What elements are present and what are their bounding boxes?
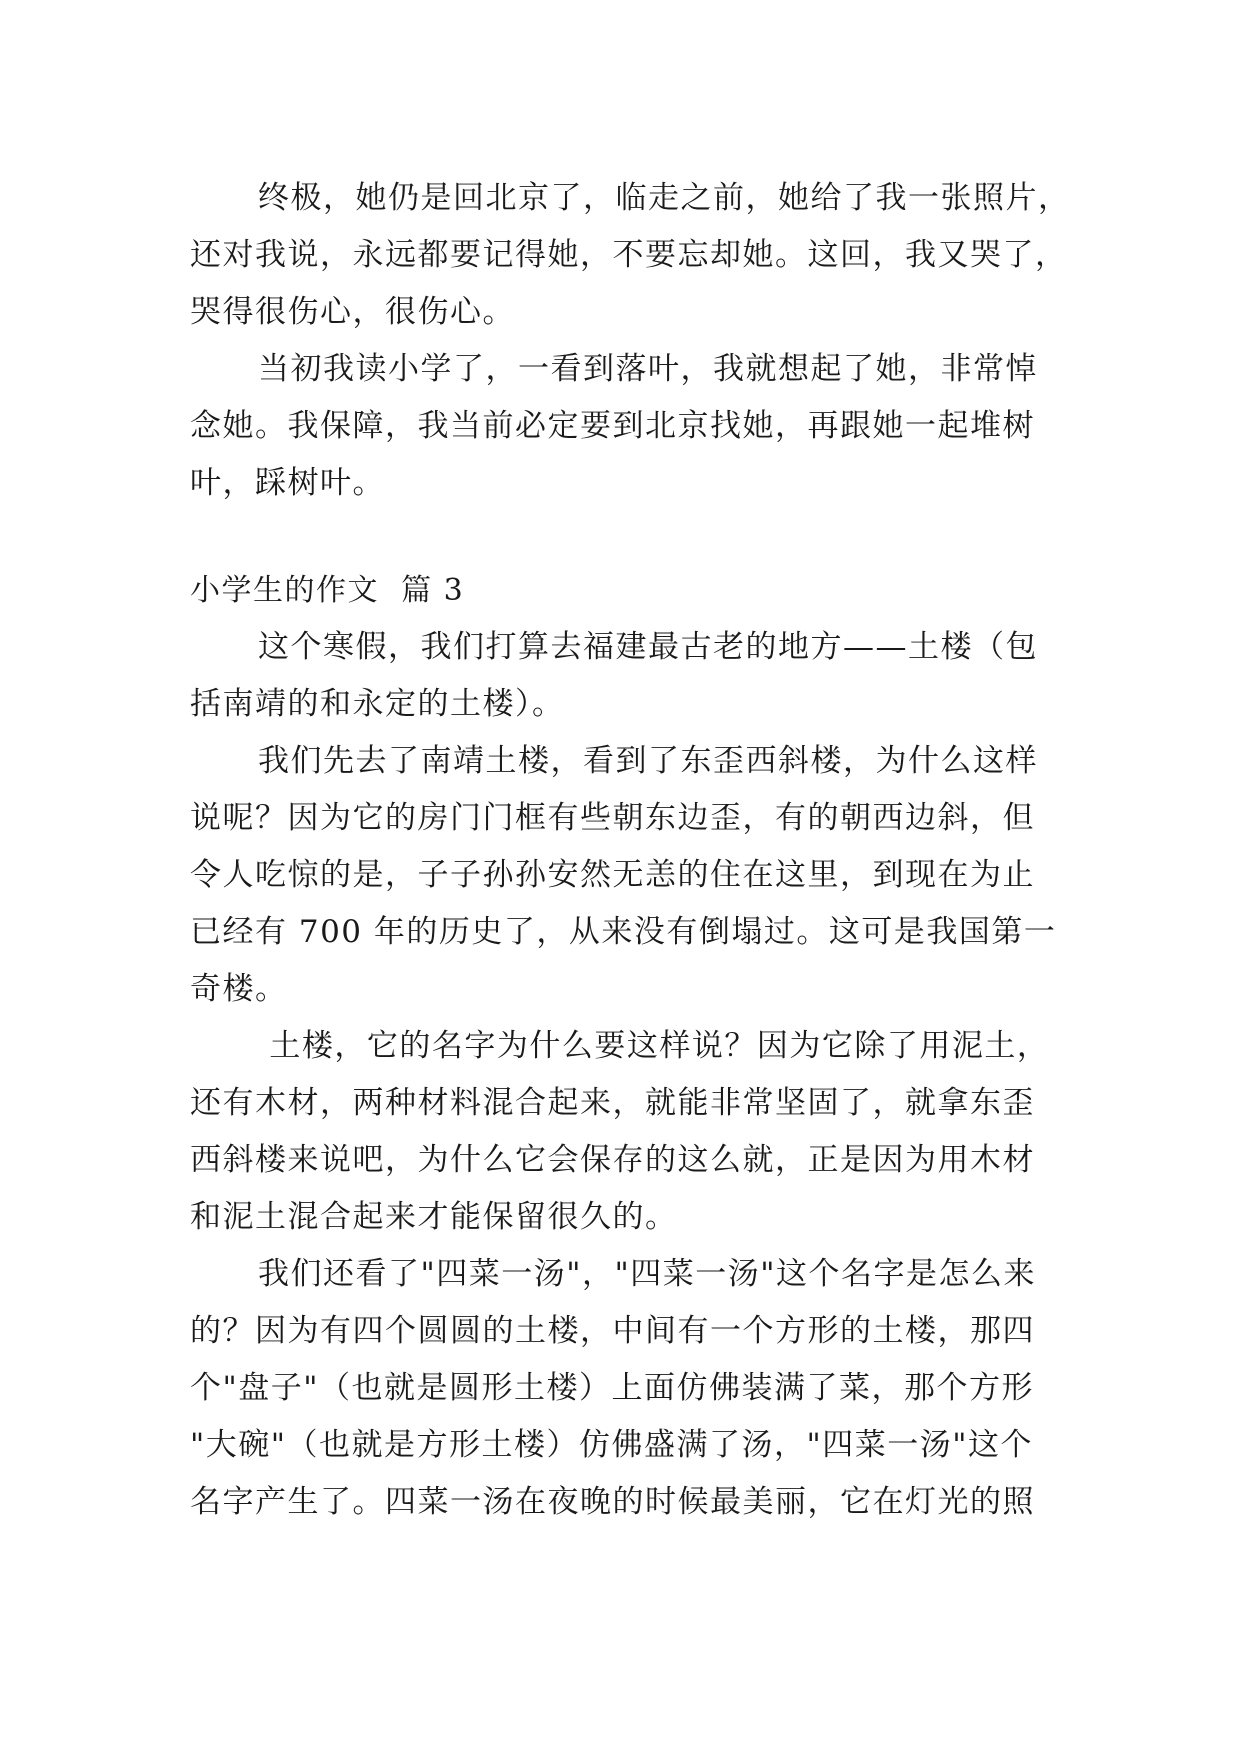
text-line: 奇楼。 (190, 971, 288, 1007)
paragraph-1 (190, 170, 1071, 341)
text-line: 当初我读小学了，一看到落叶，我就想起了她，非常悼 (258, 351, 1038, 387)
paragraph-3 (190, 619, 1050, 733)
text-line: 名字产生了。四菜一汤在夜晚的时候最美丽，它在灯光的照 (190, 1484, 1035, 1520)
text-line: 还对我说，永远都要记得她，不要忘却她。这回，我又哭了， (190, 237, 1068, 273)
text-line: 土楼，它的名字为什么要这样说？因为它除了用泥土， (258, 1028, 1050, 1064)
paragraph-5 (190, 1018, 1050, 1246)
text-line: 终极，她仍是回北京了，临走之前，她给了我一张照片， (258, 180, 1071, 216)
text-line: 我们先去了南靖土楼，看到了东歪西斜楼，为什么这样 (258, 743, 1038, 779)
text-line: 念她。我保障，我当前必定要到北京找她，再跟她一起堆树 (190, 408, 1035, 444)
text-line: 叶，踩树叶。 (190, 465, 385, 501)
paragraph-2 (190, 341, 1050, 512)
text-line: "大碗"（也就是方形土楼）仿佛盛满了汤，"四菜一汤"这个 (190, 1427, 1034, 1463)
text-line: 这个寒假，我们打算去福建最古老的地方——土楼（包 (258, 629, 1038, 665)
text-line: 令人吃惊的是，子子孙孙安然无恙的住在这里，到现在为止 (190, 857, 1035, 893)
text-line: 已经有 700 年的历史了，从来没有倒塌过。这可是我国第一 (190, 914, 1057, 950)
text-line: 和泥土混合起来才能保留很久的。 (190, 1199, 678, 1235)
text-line: 说呢？因为它的房门门框有些朝东边歪，有的朝西边斜，但 (190, 800, 1035, 836)
section-gap (190, 512, 1050, 562)
text-line: 还有木材，两种材料混合起来，就能非常坚固了，就拿东歪 (190, 1085, 1035, 1121)
text-line: 我们还看了"四菜一汤"，"四菜一汤"这个名字是怎么来 (258, 1256, 1037, 1292)
document-page (190, 170, 1071, 1531)
section-heading: 小学生的作文 篇 3 (190, 573, 465, 608)
text-line: 括南靖的和永定的土楼）。 (190, 686, 565, 722)
text-line: 个"盘子"（也就是圆形土楼）上面仿佛装满了菜，那个方形 (190, 1370, 1035, 1406)
paragraph-6 (190, 1246, 1050, 1531)
paragraph-4 (190, 733, 1057, 1018)
text-line: 西斜楼来说吧，为什么它会保存的这么就，正是因为用木材 (190, 1142, 1035, 1178)
text-line: 哭得很伤心，很伤心。 (190, 294, 515, 330)
text-line: 的？因为有四个圆圆的土楼，中间有一个方形的土楼，那四 (190, 1313, 1035, 1349)
